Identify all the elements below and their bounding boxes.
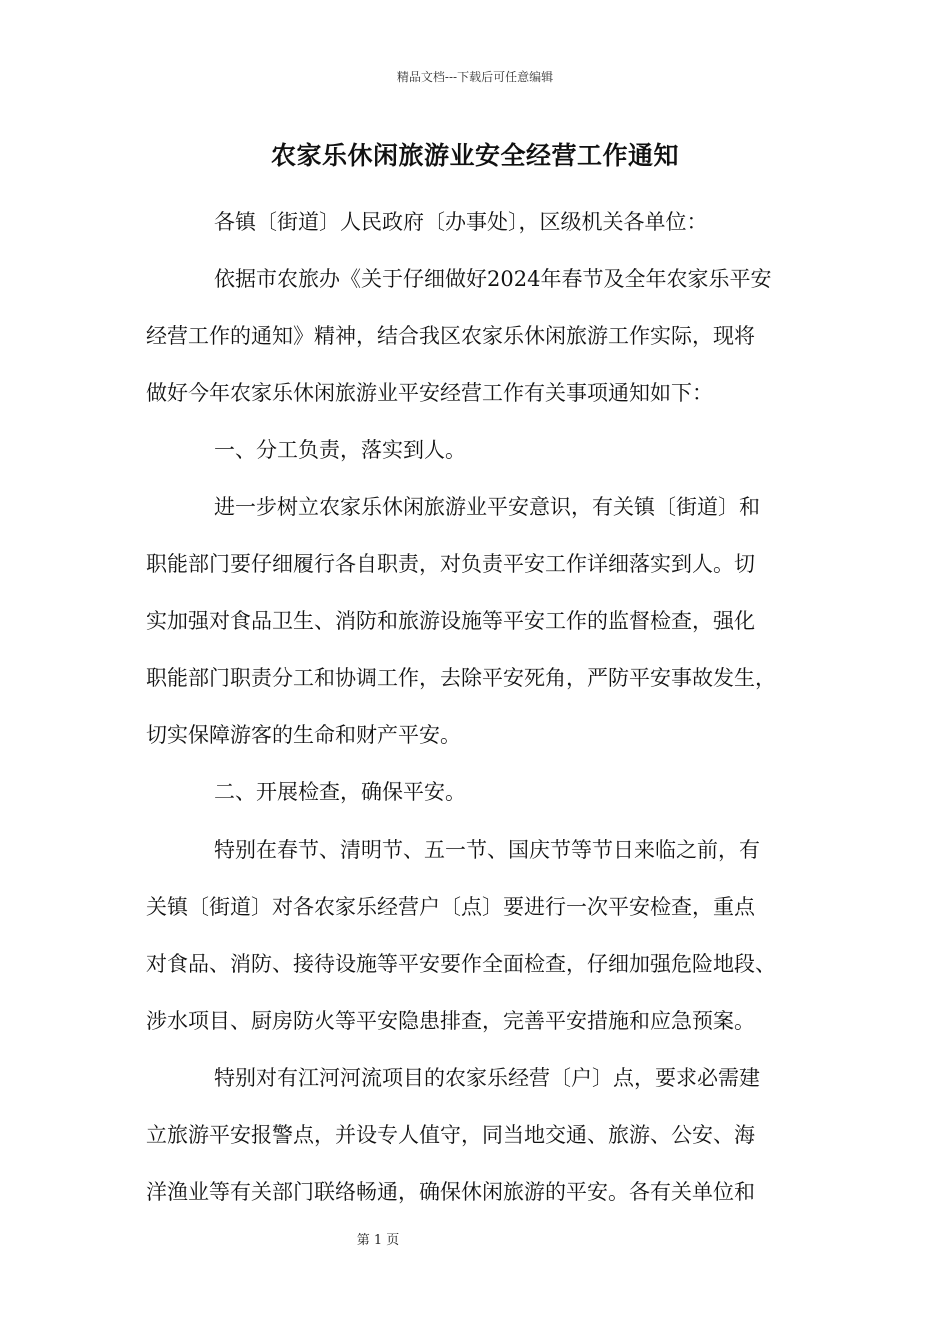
- section-heading-2: 二、开展检查，确保平安。: [214, 780, 466, 804]
- salutation-line: 各镇〔街道〕人民政府〔办事处〕，区级机关各单位：: [214, 210, 708, 234]
- body-line: 特别对有江河河流项目的农家乐经营〔户〕点，要求必需建: [214, 1066, 760, 1090]
- body-line: 职能部门要仔细履行各自职责，对负责平安工作详细落实到人。切: [146, 552, 755, 576]
- body-line: 依据市农旅办《关于仔细做好2024年春节及全年农家乐平安: [214, 267, 772, 291]
- body-line: 切实保障游客的生命和财产平安。: [146, 723, 461, 747]
- page-number: 第 1 页: [356, 1233, 400, 1248]
- body-line: 进一步树立农家乐休闲旅游业平安意识，有关镇〔街道〕和: [214, 495, 760, 519]
- body-line: 经营工作的通知》精神，结合我区农家乐休闲旅游工作实际，现将: [146, 324, 755, 348]
- body-line: 涉水项目、厨房防火等平安隐患排查，完善平安措施和应急预案。: [146, 1009, 755, 1033]
- header-note: 精品文档---下载后可任意编辑: [396, 70, 554, 84]
- body-line: 特别在春节、清明节、五一节、国庆节等节日来临之前，有: [214, 838, 760, 862]
- body-line: 洋渔业等有关部门联络畅通，确保休闲旅游的平安。各有关单位和: [146, 1180, 755, 1204]
- document-title: 农家乐休闲旅游业安全经营工作通知: [270, 141, 679, 170]
- body-line: 做好今年农家乐休闲旅游业平安经营工作有关事项通知如下：: [146, 381, 713, 405]
- body-line: 立旅游平安报警点，并设专人值守，同当地交通、旅游、公安、海: [146, 1123, 755, 1147]
- section-heading-1: 一、分工负责，落实到人。: [214, 438, 466, 462]
- body-line: 关镇〔街道〕对各农家乐经营户〔点〕要进行一次平安检查，重点: [146, 895, 755, 919]
- body-line: 职能部门职责分工和协调工作，去除平安死角，严防平安事故发生，: [146, 666, 776, 690]
- body-line: 对食品、消防、接待设施等平安要作全面检查，仔细加强危险地段、: [146, 952, 776, 976]
- body-line: 实加强对食品卫生、消防和旅游设施等平安工作的监督检查，强化: [146, 609, 755, 633]
